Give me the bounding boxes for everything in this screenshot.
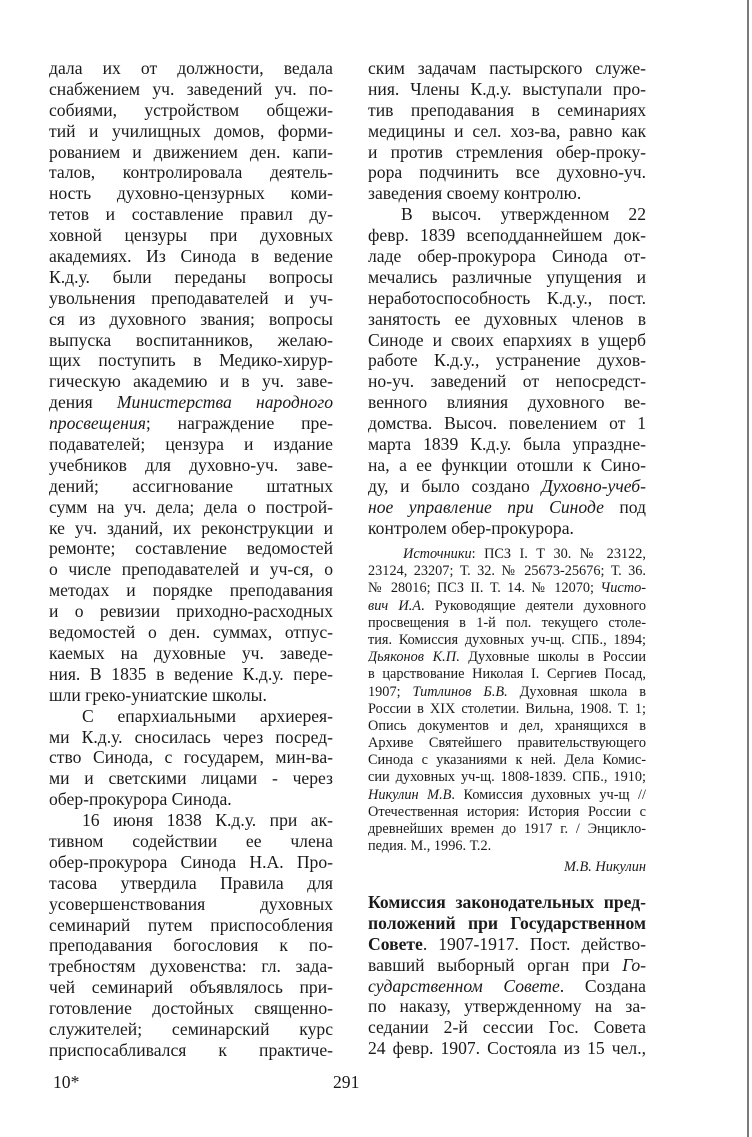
text-line: Архиве Святейшего правительствующего [368, 735, 646, 752]
bold-term: Комиссия законодательных пред- [368, 892, 646, 912]
text-line [368, 787, 646, 804]
text-line: 23124, 23207; Т. 32. № 25673-25676; Т. 36. [368, 563, 646, 580]
text-segment: . Руководящие деятели духовного [421, 597, 646, 614]
italic-text: Источники [403, 546, 472, 562]
text-line [368, 649, 646, 666]
text-segment: 1907; [368, 683, 413, 700]
text-line: тивном содействии ее члена [49, 830, 333, 851]
text-line: и о ревизии приходно-расходных [49, 601, 333, 622]
text-line [368, 580, 646, 597]
text-line: ладе обер-прокурора Синода от- [368, 246, 646, 267]
text-line: контролем обер-прокурора. [368, 517, 574, 538]
text-segment: под [603, 496, 646, 517]
text-segment: Духовная школа в [507, 683, 646, 700]
text-line: тетов и составление правил ду- [49, 204, 333, 225]
text-line [368, 934, 646, 955]
text-line: обер-прокурора Синода. [49, 789, 232, 810]
text-line: ремонте; составление ведомостей [49, 538, 333, 559]
text-line: Опись документов и дел, хранящихся в [368, 717, 646, 734]
italic-text: вич И.А [368, 597, 422, 614]
text-line: шли греко-униатские школы. [49, 684, 267, 705]
text-line: щих поступить в Медико-хирур- [49, 350, 333, 371]
text-line: ке уч. зданий, их реконструкции и [49, 517, 333, 538]
text-line [368, 859, 646, 876]
text-line: марта 1839 К.д.у. была упраздне- [368, 434, 646, 455]
text-line [368, 497, 646, 518]
italic-text: Министерства народного [116, 392, 333, 413]
text-line: дений; ассигнование штатных [49, 475, 333, 496]
text-line: учебников для духовно-уч. заве- [49, 454, 333, 475]
text-segment: № 28016; ПСЗ II. Т. 14. № 12070; [368, 580, 601, 597]
text-line: ми и светскими лицами - через [49, 768, 333, 789]
text-line: академиях. Из Синода в ведение [49, 246, 333, 267]
italic-text: Духовно-учеб- [541, 475, 646, 496]
text-line: методах и порядке преподавания [49, 580, 333, 601]
text-line [368, 892, 646, 913]
text-line: каемых на духовные уч. заведе- [49, 642, 333, 663]
text-segment: . Создана [559, 975, 646, 996]
text-line: медицины и сел. хоз-ва, равно как [368, 120, 646, 141]
text-line: ния. В 1835 в ведение К.д.у. пере- [49, 663, 333, 684]
text-line: в царствование Николая I. Сергиев Посад, [368, 666, 646, 683]
text-line: но-уч. заведений от непосредст- [368, 371, 646, 392]
left-column-text [49, 58, 333, 1061]
text-segment: ; награждение пре- [145, 413, 333, 434]
text-line: К.д.у. были переданы вопросы [49, 266, 333, 287]
text-line: работе К.д.у., устранение духов- [368, 350, 646, 371]
text-line: ность духовно-цензурных коми- [49, 183, 333, 204]
italic-text: просвещения [49, 413, 146, 434]
text-line: тия. Комиссия духовных уч-щ. СПБ., 1894; [368, 631, 646, 648]
text-line [368, 913, 646, 934]
text-segment: . Духовные школы в России [456, 649, 646, 666]
text-line: тий и училищных домов, форми- [49, 120, 333, 141]
text-line: венного влияния духовного ве- [368, 392, 646, 413]
text-line: и против стремления обер-проку- [368, 141, 646, 162]
text-line: собиями, устройством общежи- [49, 99, 333, 120]
text-line: сумм на уч. дела; дела о построй- [49, 496, 333, 517]
text-line: усовершенствования духовных [49, 893, 333, 914]
italic-text: Никулин М.В [368, 786, 452, 803]
text-line: на, а ее функции отошли к Сино- [368, 454, 646, 475]
text-line: древнейших времен до 1917 г. / Энцикло- [368, 821, 646, 837]
italic-text: ное управление при Синоде [368, 496, 604, 517]
text-line: седании 2-й сессии Гос. Совета [368, 1017, 646, 1038]
text-segment: вавший выборный орган при [368, 954, 623, 975]
text-line: занятость ее духовных членов в [368, 308, 646, 329]
text-line: дала их от должности, ведала [49, 58, 333, 78]
text-line: тасова утвердила Правила для [49, 872, 333, 893]
scan-page-edge [747, 0, 749, 1137]
text-line: России в XIX столетии. Вильна, 1908. Т. 1; [368, 700, 646, 717]
text-line [368, 684, 646, 701]
text-segment: . Комиссия духовных уч-щ // [451, 786, 646, 803]
text-line: домства. Высоч. повелением от 1 [368, 413, 646, 434]
text-line: февр. 1839 всеподданнейшем док- [368, 225, 646, 246]
italic-text: сударственном Совете [368, 975, 560, 996]
italic-text: Го- [622, 954, 646, 975]
text-line [49, 413, 333, 434]
text-line: гическую академию и в уч. заве- [49, 371, 333, 392]
text-line: просвещения в 1-й пол. текущего столе- [368, 614, 646, 631]
text-line: ния. Члены К.д.у. выступали про- [368, 78, 646, 99]
text-line: требностям духовенства: гл. зада- [49, 956, 333, 977]
signature-mark: 10* [53, 1072, 80, 1092]
text-line: заведения своему контролю. [368, 183, 582, 204]
text-line: тив преподавания в семинариях [368, 99, 646, 120]
text-segment: : ПСЗ I. Т 30. № 23122, [471, 546, 646, 562]
text-line: готовление достойных священно- [49, 998, 333, 1019]
text-line: приспосабливался к практиче- [49, 1039, 333, 1060]
italic-text: М.В. Никулин [564, 859, 646, 875]
text-line: талов, контролировала деятель- [49, 162, 333, 183]
article-author [368, 859, 646, 876]
text-line: педия. М., 1996. Т.2. [368, 838, 492, 855]
text-line: служителей; семинарский курс [49, 1018, 333, 1039]
page-number: 291 [333, 1072, 360, 1092]
encyclopedia-entry-commission [368, 892, 646, 1059]
text-line: рора подчинить все духовно-уч. [368, 162, 646, 183]
text-line: С епархиальными архиерея- [82, 705, 333, 726]
text-line [368, 955, 646, 976]
text-line: чей семинарий объявлялось при- [49, 977, 333, 998]
text-line: 16 июня 1838 К.д.у. при ак- [82, 810, 333, 831]
text-line: ся из духовного звания; вопросы [49, 308, 333, 329]
text-line [49, 392, 333, 413]
italic-text: Дьяконов К.П [368, 649, 457, 666]
text-line: мечались различные упущения и [368, 266, 646, 287]
text-line: по наказу, утвержденному на за- [368, 996, 646, 1017]
text-line: В высоч. утвержденном 22 [401, 204, 646, 225]
text-line [368, 976, 646, 997]
text-line: преподавания богословия к по- [49, 935, 333, 956]
text-line: Отечественная история: История России с [368, 803, 646, 820]
text-line: снабжением уч. заведений уч. по- [49, 78, 333, 99]
right-column-text [368, 58, 646, 538]
text-line: рованием и движением ден. капи- [49, 141, 333, 162]
italic-text: Чисто- [600, 580, 646, 597]
text-segment: . 1907-1917. Пост. действо- [422, 933, 646, 954]
text-line: ховной цензуры при духовных [49, 225, 333, 246]
text-line: 24 февр. 1907. Состояла из 15 чел., [368, 1038, 646, 1059]
bold-term: положений при Государственном [368, 912, 646, 933]
text-line: увольнения преподавателей и уч- [49, 287, 333, 308]
text-line: Синоде и своих епархиях в ущерб [368, 329, 646, 350]
text-line: ми К.д.у. сносилась через посред- [49, 726, 333, 747]
text-line: семинарий путем приспособления [49, 914, 333, 935]
text-segment: дения [49, 392, 117, 413]
text-line: сии духовных уч-щ. 1808-1839. СПБ., 1910; [368, 769, 646, 786]
text-line: ведомостей о ден. суммах, отпус- [49, 622, 333, 643]
text-line [368, 598, 646, 615]
text-line: неработоспособность К.д.у., пост. [368, 287, 646, 308]
text-line [368, 476, 646, 497]
text-line: Синода с указаниями к ней. Дела Комис- [368, 752, 646, 769]
sources-bibliography [368, 546, 646, 855]
text-line: выпуска воспитанников, желаю- [49, 329, 333, 350]
text-line: ство Синода, с государем, мин-ва- [49, 747, 333, 768]
bold-term: Совете [368, 933, 423, 954]
text-line: ским задачам пастырского служе- [368, 58, 646, 78]
text-line: подавателей; цензура и издание [49, 434, 333, 455]
text-line [368, 546, 646, 563]
text-segment: ду, и было создано [368, 475, 542, 496]
italic-text: Титлинов Б.В. [412, 683, 508, 700]
text-line: о числе преподавателей и уч-ся, о [49, 559, 333, 580]
text-line: обер-прокурора Синода Н.А. Про- [49, 851, 333, 872]
